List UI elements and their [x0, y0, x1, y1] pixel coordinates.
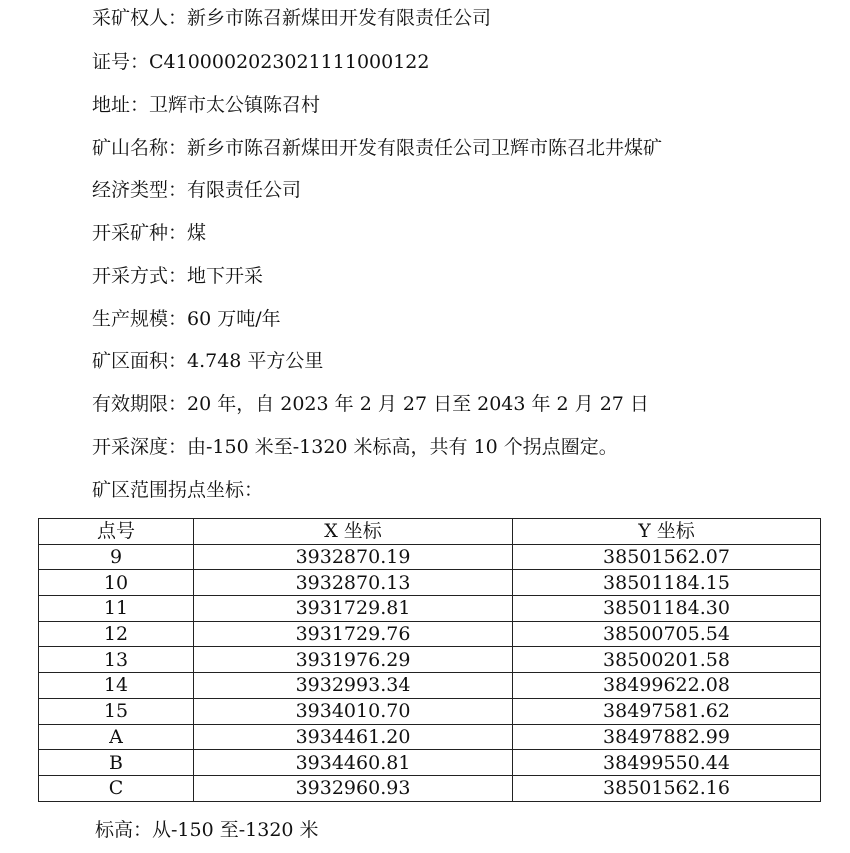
mining-depth-line: 开采深度：由-150 米至-1320 米标高，共有 10 个拐点圈定。 — [92, 436, 618, 458]
point-number-cell: 13 — [39, 647, 194, 673]
x-coordinate-cell: 3932960.93 — [194, 775, 513, 801]
y-coordinate-cell: 38501562.07 — [513, 544, 821, 570]
point-number-cell: 12 — [39, 621, 194, 647]
validity-period-line: 有效期限：20 年，自 2023 年 2 月 27 日至 2043 年 2 月 27 日 — [92, 393, 649, 415]
table-row — [39, 544, 821, 570]
x-coordinate-cell: 3934010.70 — [194, 698, 513, 724]
table-header-row — [39, 519, 821, 545]
header-point-number: 点号 — [39, 519, 194, 545]
header-x-coordinate: X 坐标 — [194, 519, 513, 545]
point-number-cell: B — [39, 750, 194, 776]
x-coordinate-cell: 3931729.81 — [194, 596, 513, 622]
point-number-cell: 10 — [39, 570, 194, 596]
production-scale-line: 生产规模：60 万吨/年 — [92, 308, 281, 330]
table-row — [39, 698, 821, 724]
mineral-type-line: 开采矿种：煤 — [92, 222, 207, 244]
point-number-cell: 11 — [39, 596, 194, 622]
point-number-cell: 15 — [39, 698, 194, 724]
coordinates-table — [38, 518, 821, 802]
header-y-coordinate: Y 坐标 — [513, 519, 821, 545]
coordinates-title: 矿区范围拐点坐标： — [92, 479, 264, 501]
elevation-line: 标高：从-150 至-1320 米 — [95, 819, 319, 841]
y-coordinate-cell: 38499622.08 — [513, 673, 821, 699]
table-row — [39, 673, 821, 699]
y-coordinate-cell: 38500705.54 — [513, 621, 821, 647]
certificate-number-line: 证号：C4100002023021111000122 — [92, 51, 430, 73]
point-number-cell: C — [39, 775, 194, 801]
x-coordinate-cell: 3932870.13 — [194, 570, 513, 596]
table-row — [39, 647, 821, 673]
economic-type-line: 经济类型：有限责任公司 — [92, 179, 302, 201]
x-coordinate-cell: 3931976.29 — [194, 647, 513, 673]
mine-area-line: 矿区面积：4.748 平方公里 — [92, 350, 324, 372]
x-coordinate-cell: 3931729.76 — [194, 621, 513, 647]
holder-line: 采矿权人：新乡市陈召新煤田开发有限责任公司 — [92, 7, 492, 29]
table-row — [39, 724, 821, 750]
point-number-cell: 14 — [39, 673, 194, 699]
point-number-cell: A — [39, 724, 194, 750]
x-coordinate-cell: 3934461.20 — [194, 724, 513, 750]
y-coordinate-cell: 38499550.44 — [513, 750, 821, 776]
table-row — [39, 570, 821, 596]
point-number-cell: 9 — [39, 544, 194, 570]
mine-name-line: 矿山名称：新乡市陈召新煤田开发有限责任公司卫辉市陈召北井煤矿 — [92, 137, 663, 159]
x-coordinate-cell: 3934460.81 — [194, 750, 513, 776]
y-coordinate-cell: 38501184.15 — [513, 570, 821, 596]
mining-method-line: 开采方式：地下开采 — [92, 265, 264, 287]
table-row — [39, 750, 821, 776]
table-row — [39, 621, 821, 647]
table-row — [39, 775, 821, 801]
y-coordinate-cell: 38497882.99 — [513, 724, 821, 750]
y-coordinate-cell: 38497581.62 — [513, 698, 821, 724]
y-coordinate-cell: 38501184.30 — [513, 596, 821, 622]
y-coordinate-cell: 38501562.16 — [513, 775, 821, 801]
x-coordinate-cell: 3932993.34 — [194, 673, 513, 699]
table-row — [39, 596, 821, 622]
address-line: 地址：卫辉市太公镇陈召村 — [92, 94, 321, 116]
y-coordinate-cell: 38500201.58 — [513, 647, 821, 673]
x-coordinate-cell: 3932870.19 — [194, 544, 513, 570]
